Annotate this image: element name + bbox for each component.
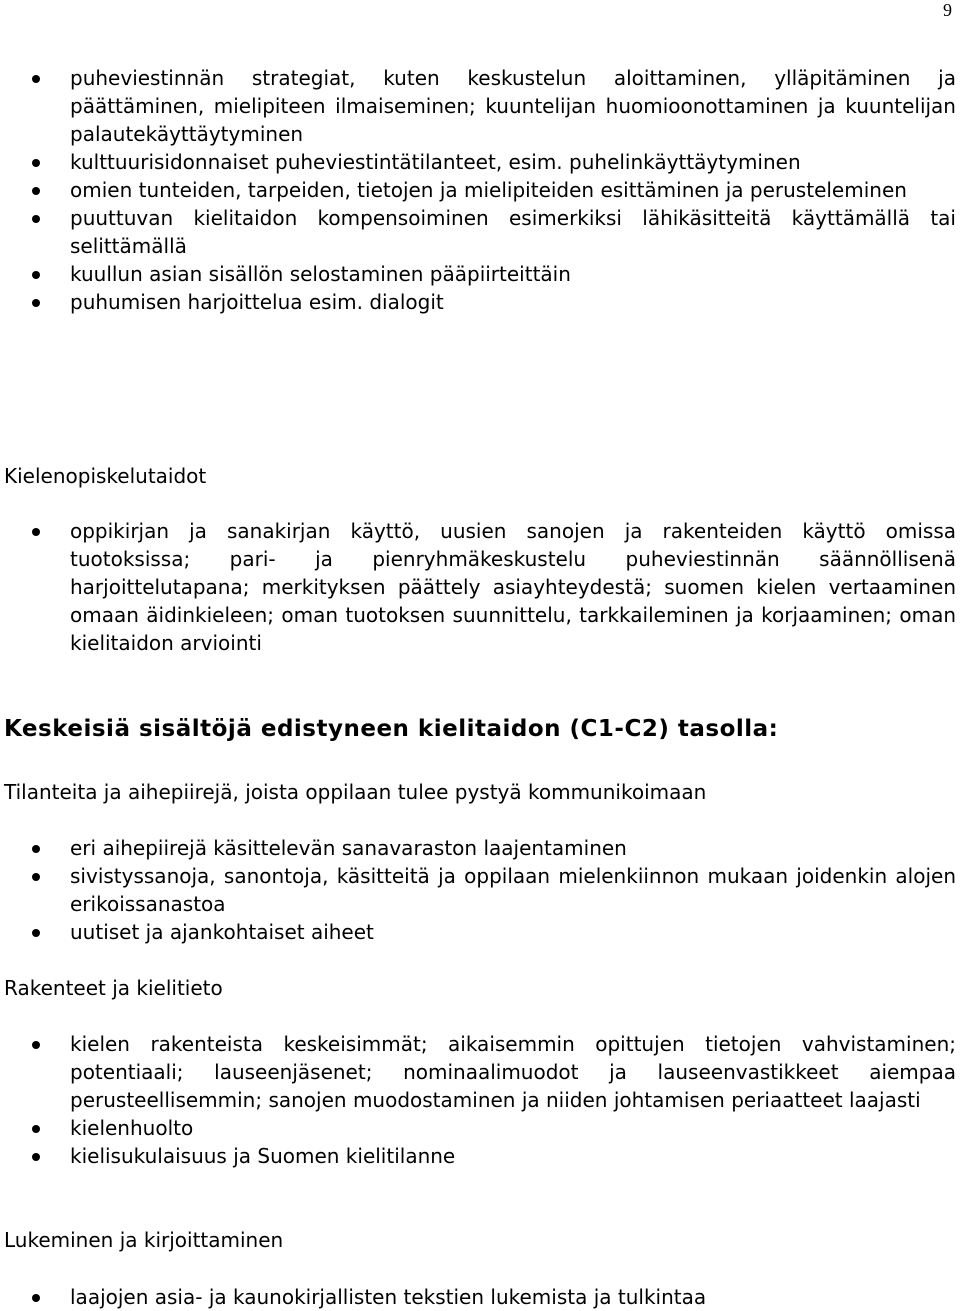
bullet-list-reading (0, 1283, 960, 1311)
list-item: eri aihepiirejä käsittelevän sanavaraston laajentaminen (0, 834, 960, 862)
list-item: kielen rakenteista keskeisimmät; aikaisemmin opittujen tietojen vahvistaminen; potentiaali; lauseenjäsenet; nominaalimuodot ja lauseenvastikkeet aiempaa perusteellisemmin; sanojen muodostaminen ja niiden johtamisen periaatteet laajasti (0, 1030, 960, 1114)
bullet-icon (32, 845, 40, 853)
bullet-icon (32, 1125, 40, 1133)
list-item: oppikirjan ja sanakirjan käyttö, uusien sanojen ja rakenteiden käyttö omissa tuotoksissa; pari- ja pienryhmäkeskustelu puheviestinnän säännöllisenä harjoittelutapana; merkityksen päättely asiayhteydestä; suomen kielen vertaaminen omaan äidinkieleen; oman tuotoksen suunnittelu, tarkkaileminen ja korjaaminen; oman kielitaidon arviointi (0, 517, 960, 657)
bullet-icon (32, 1294, 40, 1302)
bullet-icon (32, 271, 40, 279)
bullet-icon (32, 873, 40, 881)
list-item: kulttuurisidonnaiset puheviestintätilanteet, esim. puhelinkäyttäytyminen (0, 148, 960, 176)
section-heading-rakenteet: Rakenteet ja kielitieto (4, 976, 223, 1000)
section-heading-kielenopiskelutaidot: Kielenopiskelutaidot (4, 464, 207, 488)
bullet-list-topics (0, 834, 960, 946)
section-heading-lukeminen: Lukeminen ja kirjoittaminen (4, 1228, 284, 1252)
bullet-icon (32, 929, 40, 937)
list-item: kielisukulaisuus ja Suomen kielitilanne (0, 1142, 960, 1170)
list-item: puheviestinnän strategiat, kuten keskustelun aloittaminen, ylläpitäminen ja päättäminen, mielipiteen ilmaiseminen; kuuntelijan huomioonottaminen ja kuuntelijan palautekäyttäytyminen (0, 64, 960, 148)
list-item: sivistyssanoja, sanontoja, käsitteitä ja oppilaan mielenkiinnon mukaan joidenkin alojen erikoissanastoa (0, 862, 960, 918)
list-item: kuullun asian sisällön selostaminen pääpiirteittäin (0, 260, 960, 288)
bullet-list-speech-strategies (0, 64, 960, 316)
bullet-list-structures (0, 1030, 960, 1170)
list-item: omien tunteiden, tarpeiden, tietojen ja mielipiteiden esittäminen ja perusteleminen (0, 176, 960, 204)
list-item: puuttuvan kielitaidon kompensoiminen esimerkiksi lähikäsitteitä käyttämällä tai selittämällä (0, 204, 960, 260)
bullet-icon (32, 299, 40, 307)
bullet-list-study-skills (0, 517, 960, 657)
bullet-icon (32, 1153, 40, 1161)
main-heading: Keskeisiä sisältöjä edistyneen kielitaidon (C1-C2) tasolla: (4, 716, 779, 742)
bullet-icon (32, 75, 40, 83)
list-item: kielenhuolto (0, 1114, 960, 1142)
page-number: 9 (943, 0, 952, 20)
list-item: laajojen asia- ja kaunokirjallisten tekstien lukemista ja tulkintaa (0, 1283, 960, 1311)
bullet-icon (32, 187, 40, 195)
bullet-icon (32, 159, 40, 167)
list-item: uutiset ja ajankohtaiset aiheet (0, 918, 960, 946)
bullet-icon (32, 215, 40, 223)
list-item: puhumisen harjoittelua esim. dialogit (0, 288, 960, 316)
bullet-icon (32, 528, 40, 536)
bullet-icon (32, 1041, 40, 1049)
section-heading-tilanteita: Tilanteita ja aihepiirejä, joista oppilaan tulee pystyä kommunikoimaan (4, 780, 707, 804)
